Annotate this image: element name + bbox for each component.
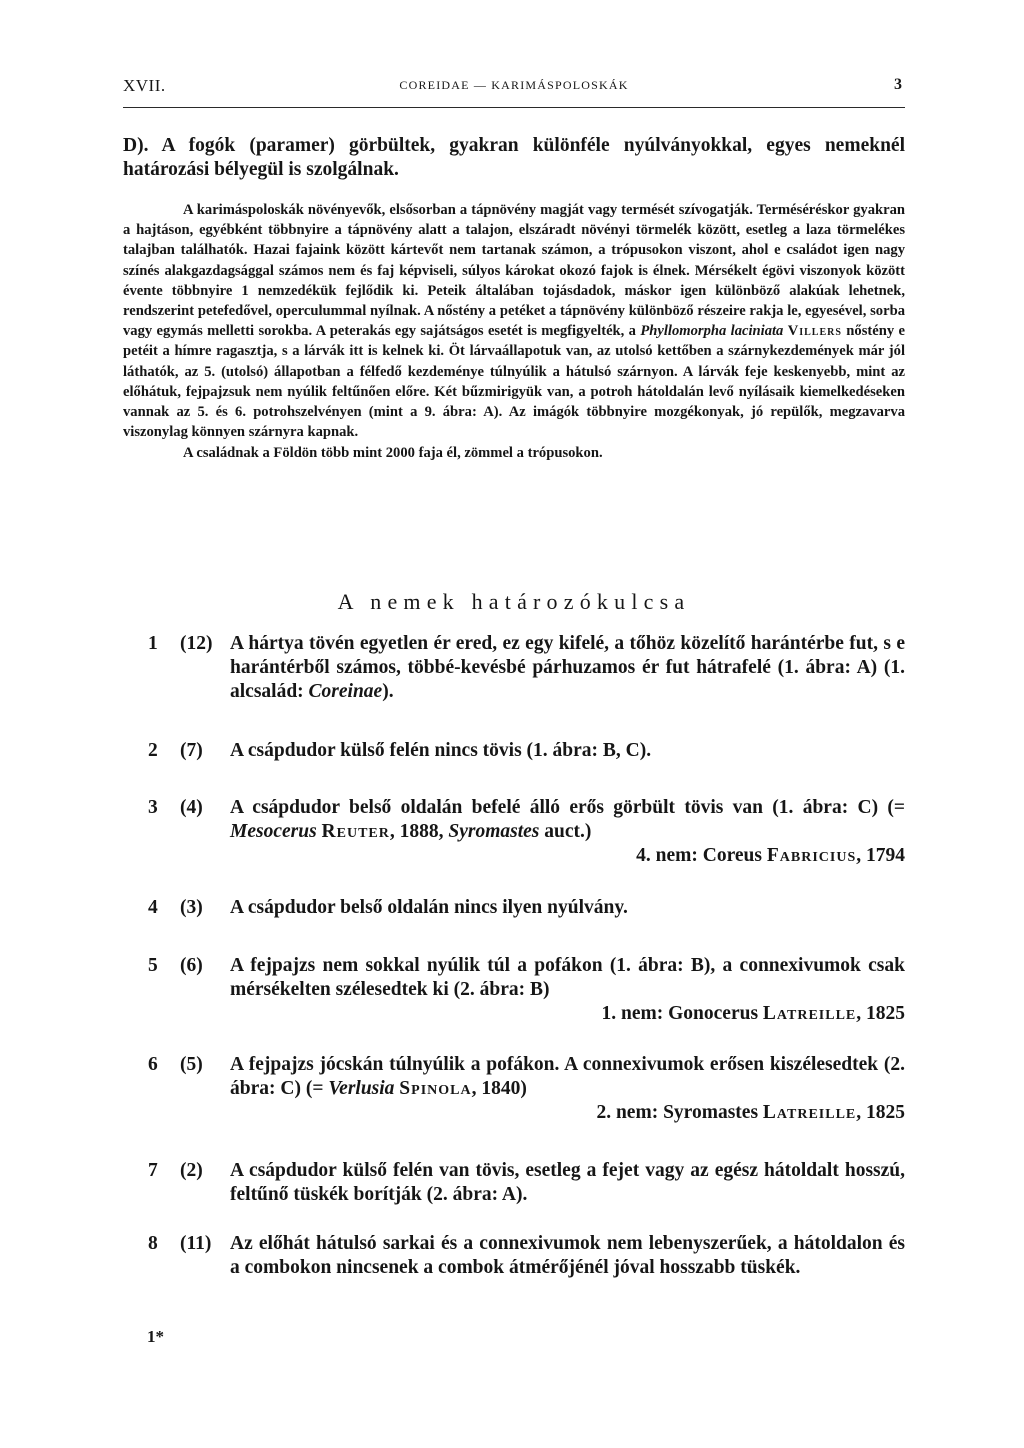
lead-paragraph: D). A fogók (paramer) görbültek, gyakran különféle nyúlványokkal, egyes nemeknél határozási bélyegül is szolgálnak. xyxy=(123,135,905,180)
synonym-genus: Mesocerus xyxy=(230,821,317,842)
entry-text-part: A hártya tövén egyetlen ér ered, ez egy kifelé, a tőhöz közelítő harántérbe fut, s e harántérből számos, többé-kevésbé párhuzamos ér fut hátrafelé (1. ábra: A) (1. alcsalád: xyxy=(230,633,905,702)
entry-text-part xyxy=(230,796,905,844)
synonym-author: Reuter xyxy=(321,821,390,842)
entry-number: 8 xyxy=(148,1233,158,1254)
entry-reference: (5) xyxy=(180,1054,203,1075)
header-rule xyxy=(123,107,905,108)
genus-year: , 1794 xyxy=(856,845,905,866)
entry-reference: (2) xyxy=(180,1160,203,1181)
species-name: Phyllomorpha laciniata xyxy=(640,323,784,340)
entry-number: 6 xyxy=(148,1054,158,1075)
genus-result xyxy=(230,1101,905,1125)
genus-author: Latreille xyxy=(762,1102,857,1123)
entry-text: A csápdudor külső felén nincs tövis (1. ábra: B, C). xyxy=(230,740,652,761)
taxon-name: Coreinae xyxy=(308,681,383,702)
entry-text: A csápdudor külső felén van tövis, esetleg a fejet vagy az egész hátoldalt hosszú, feltűnő tüskék borítják (2. ábra: A). xyxy=(230,1160,905,1205)
signature-mark: 1* xyxy=(147,1327,164,1346)
entry-number: 5 xyxy=(148,955,158,976)
synonym-year: , 1888, xyxy=(389,821,449,842)
family-description xyxy=(123,200,905,464)
entry-text-part xyxy=(230,1053,905,1101)
entry-text: Az előhát hátulsó sarkai és a connexivumok nem lebenyszerűek, a hátoldalon és a combokon nincsenek a combok átmérőjénél jóval hosszabb tüskék. xyxy=(230,1233,905,1278)
synonym-author: Spinola xyxy=(399,1078,472,1099)
species-count-paragraph: A családnak a Földön több mint 2000 faja él, zömmel a trópusokon. xyxy=(183,445,603,462)
synonym-genus: Syromastes xyxy=(448,821,540,842)
entry-number: 2 xyxy=(148,740,158,761)
running-title: COREIDAE — KARIMÁSPOLOSKÁK xyxy=(399,78,629,92)
genus-name: 1. nem: Gonocerus xyxy=(601,1003,763,1024)
page-number: 3 xyxy=(894,76,905,93)
species-author: Villers xyxy=(787,323,842,340)
entry-number: 7 xyxy=(148,1160,158,1181)
genus-author: Fabricius xyxy=(766,845,857,866)
description-text-continued: nőstény e petéit a hímre ragasztja, s a lárvák itt is kelnek ki. Öt lárvaállapotuk van, az utolsó kettőben a szárnykezdemények már jól láthatók, az 5. (utolsó) állapotban a félfedő kezdeménye túlnyúlik a hátulsó szárnyon. A lárvák feje keskenyebb, mint az előhátuk, fejpajzsuk nem nyúlik feltűnően előre. Két bűzmirigyük van, a potroh hátoldalán levő nyílásaik kiemelkedéseken vannak az 5. és 6. potrohszelvényen (mint a 9. ábra: A). Az imágók többnyire mozgékonyak, jó repülők, megzavarva viszonylag könnyen szárnyra kapnak. xyxy=(123,323,905,441)
key-title: A nemek határozókulcsa xyxy=(337,589,691,614)
entry-text-part: A csápdudor belső oldalán befelé álló erős görbült tövis van (1. ábra: C) (= xyxy=(230,797,905,818)
entry-text xyxy=(230,796,905,868)
entry-reference: (12) xyxy=(180,633,213,654)
entry-reference: (4) xyxy=(180,797,203,818)
entry-text xyxy=(230,1053,905,1125)
entry-text-part: A fejpajzs nem sokkal nyúlik túl a pofákon (1. ábra: B), a connexivumok csak mérsékelten szélesedtek ki (2. ábra: B) xyxy=(230,955,905,1000)
description-text: A karimáspoloskák növényevők, elsősorban a tápnövény magját vagy termését szívogatják. Terméséréskor gyakran a hajtáson, egyébként többnyire a tápnövény alatt a talajon, elszáradt növényi törmelék között, esetleg a laza törmelékes talajban találhatók. Hazai fajaink között kártevőt nem tartanak számon, a trópusokon viszont, ahol e családot igen nagy színés alakgazdagsággal számos nem és faj képviseli, súlyos károkat okozó fajok is élnek. Mérsékelt égövi viszonyok között évente többnyire 1 nemzedékük fejlődik ki. Peteik általában tojásdadok, máskor igen különböző alakúak lehetnek, rendszerint petefedővel, operculummal nyílnak. A nőstény a petéket a tápnövény különböző részeire rakja le, egyesével, sorba vagy egymás melletti sorokba. A peterakás egy sajátságos esetét is megfigyelték, a xyxy=(123,202,905,340)
entry-reference: (7) xyxy=(180,740,203,761)
entry-reference: (11) xyxy=(180,1233,212,1254)
entry-text xyxy=(230,954,905,1026)
genus-author: Latreille xyxy=(762,1003,857,1024)
genus-result xyxy=(230,1002,905,1026)
entry-number: 3 xyxy=(148,797,158,818)
entry-reference: (3) xyxy=(180,897,203,918)
entry-text xyxy=(230,632,905,704)
synonym-genus: Verlusia xyxy=(328,1078,395,1099)
entry-text-part: auct.) xyxy=(539,821,592,842)
genus-result xyxy=(230,844,905,868)
description-paragraph xyxy=(123,200,905,442)
genus-name: 2. nem: Syromastes xyxy=(596,1102,763,1123)
entry-text-part: ). xyxy=(382,681,394,702)
entry-number: 1 xyxy=(148,633,158,654)
entry-text: A csápdudor belső oldalán nincs ilyen nyúlvány. xyxy=(230,897,628,918)
running-header xyxy=(123,76,905,100)
genus-name: 4. nem: Coreus xyxy=(636,845,767,866)
synonym-year: , 1840) xyxy=(471,1078,527,1099)
entry-number: 4 xyxy=(148,897,158,918)
entry-reference: (6) xyxy=(180,955,203,976)
genus-year: , 1825 xyxy=(856,1102,905,1123)
chapter-number: XVII. xyxy=(123,76,166,95)
entry-text-part: A fejpajzs jócskán túlnyúlik a pofákon. A connexivumok erősen kiszélesedtek (2. ábra: C) (= xyxy=(230,1054,905,1099)
genus-year: , 1825 xyxy=(856,1003,905,1024)
